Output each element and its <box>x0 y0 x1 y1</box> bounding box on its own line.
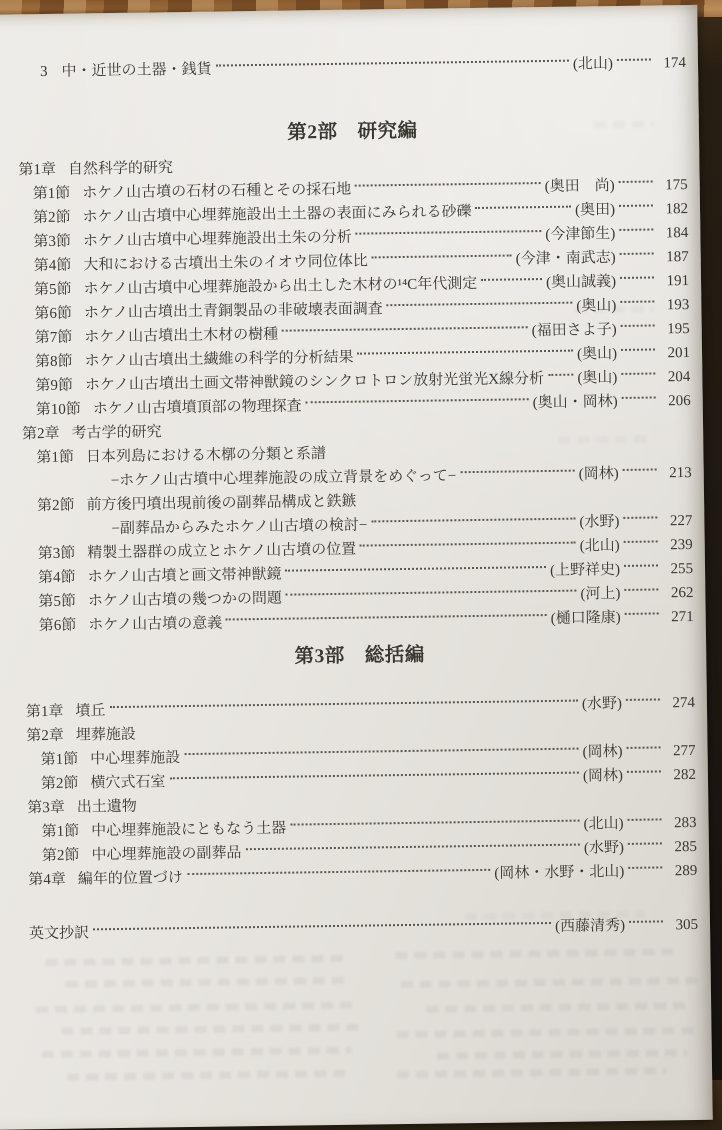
dot-leader <box>459 479 575 481</box>
entry-page: 175 <box>660 173 688 197</box>
entry-title: 横穴式石室 <box>90 770 165 795</box>
dot-leader <box>627 875 663 876</box>
entry-label: 第2節 <box>42 844 80 869</box>
entry-title: 中・近世の土器・銭貨 <box>61 58 211 84</box>
dot-leader <box>620 381 656 382</box>
dot-leader <box>626 779 662 780</box>
entry-author: (樋口隆康) <box>551 606 621 631</box>
entry-label: 第6節 <box>34 302 72 327</box>
toc-row <box>29 913 698 946</box>
dot-leader <box>620 357 656 358</box>
entry-title: ホケノ山古墳墳頂部の物理探査 <box>93 394 302 421</box>
entry-author: (水野) <box>582 692 622 717</box>
show-through-text <box>401 977 701 988</box>
entry-page: 182 <box>660 197 688 221</box>
entry-title: 日本列島における木槨の分類と系譜 <box>86 442 326 469</box>
entry-author: (福田さよ子) <box>532 318 617 343</box>
show-through-text <box>42 1047 352 1058</box>
dot-leader <box>370 527 576 530</box>
dot-leader <box>475 215 573 216</box>
entry-title: ホケノ山古墳の意義 <box>88 612 222 638</box>
entry-title: 第2部 研究編 <box>287 121 418 144</box>
entry-page: 289 <box>669 859 697 883</box>
entry-title: 中心埋葬施設の副葬品 <box>91 841 241 867</box>
entry-page: 282 <box>668 763 696 787</box>
entry-page: 271 <box>666 605 694 629</box>
dot-leader <box>215 69 570 74</box>
entry-author: (奥山) <box>576 294 616 319</box>
dot-leader <box>289 829 580 833</box>
dot-leader <box>628 929 664 930</box>
entry-label: 第3節 <box>33 230 71 255</box>
entry-title: 墳丘 <box>75 699 105 723</box>
entry-page: 283 <box>668 811 696 835</box>
entry-title: 第3部 総括編 <box>294 645 425 668</box>
entry-page: 191 <box>661 269 689 293</box>
dot-leader <box>285 575 548 579</box>
entry-author: (北山) <box>583 812 623 837</box>
entry-author: (西藤清秀) <box>555 914 625 939</box>
entry-page: 213 <box>664 461 692 485</box>
entry-title: 精製土器群の成立とホケノ山古墳の位置 <box>87 538 356 566</box>
toc-content <box>17 51 698 946</box>
entry-author: (奥山) <box>577 342 617 367</box>
entry-author: (岡林) <box>583 764 623 789</box>
dot-leader <box>245 853 581 858</box>
dot-leader <box>621 405 657 406</box>
entry-author: (上野祥史) <box>550 558 620 583</box>
entry-title: 埋葬施設 <box>76 723 136 748</box>
dot-leader <box>386 311 574 314</box>
dot-leader <box>186 878 491 882</box>
show-through-text <box>395 948 675 959</box>
entry-label: 第2節 <box>41 772 79 797</box>
entry-title: 編年的位置づけ <box>78 866 183 891</box>
dot-leader <box>305 407 530 410</box>
show-through-text <box>67 1070 347 1081</box>
dot-leader <box>618 213 654 214</box>
entry-label: 第1節 <box>40 748 78 773</box>
dot-leader <box>626 755 662 756</box>
entry-page: 305 <box>670 913 698 937</box>
entry-author: (奥山・岡林) <box>533 390 618 415</box>
entry-page: 174 <box>658 51 686 75</box>
dot-leader <box>354 191 542 194</box>
entry-author: (奥山誠義) <box>546 270 616 295</box>
dot-leader <box>624 621 660 622</box>
entry-author: (奥田) <box>575 198 615 223</box>
entry-label: 第8節 <box>35 350 73 375</box>
entry-label: 第2節 <box>33 206 71 231</box>
dot-leader <box>623 549 659 550</box>
entry-label: 第7節 <box>35 326 73 351</box>
entry-title: ホケノ山古墳中心埋葬施設出土朱の分析 <box>83 226 352 254</box>
entry-author: (水野) <box>579 510 619 535</box>
entry-title: ホケノ山古墳出土青銅製品の非破壊表面調査 <box>84 297 383 325</box>
entry-label: 第6節 <box>39 614 77 639</box>
entry-label: 第5節 <box>38 590 76 615</box>
entry-author: (岡林) <box>579 462 619 487</box>
dot-leader <box>281 335 529 338</box>
entry-title: −ホケノ山古墳中心埋葬施設の成立背景をめぐって− <box>111 464 457 493</box>
entry-title: ホケノ山古墳と画文帯神獣鏡 <box>87 563 281 590</box>
show-through-text <box>45 955 345 966</box>
dot-leader <box>627 827 663 828</box>
entry-page: 204 <box>662 365 690 389</box>
entry-author: (北山) <box>573 52 613 77</box>
toc-row <box>17 51 686 84</box>
entry-page: 255 <box>665 557 693 581</box>
dot-leader <box>357 359 575 362</box>
entry-author: (今津節生) <box>545 222 615 247</box>
dot-leader <box>225 623 547 628</box>
entry-page: 206 <box>663 389 691 413</box>
dot-leader <box>623 597 659 598</box>
entry-author: (奥山) <box>577 366 617 391</box>
entry-page: 274 <box>667 691 695 715</box>
entry-title: 自然科学的研究 <box>68 156 173 181</box>
dot-leader <box>183 757 579 763</box>
entry-title: 前方後円墳出現前後の副葬品構成と鉄鏃 <box>86 490 356 518</box>
entry-author: (岡林) <box>582 740 622 765</box>
show-through-text <box>36 1002 356 1013</box>
entry-label: 第1章 <box>18 158 56 183</box>
entry-author: (奥田 尚) <box>545 174 615 199</box>
entry-label: 第4節 <box>34 254 72 279</box>
show-through-text <box>66 977 346 988</box>
dot-leader <box>618 237 654 238</box>
dot-leader <box>169 781 580 787</box>
dot-leader <box>627 851 663 852</box>
entry-title: 大和における古墳出土朱のイオウ同位体比 <box>83 249 368 277</box>
item-number: 3 <box>40 60 48 84</box>
entry-page: 277 <box>667 739 695 763</box>
entry-label: 第5節 <box>34 278 72 303</box>
entry-author: (水野) <box>584 836 624 861</box>
dot-leader <box>371 263 513 265</box>
entry-page: 184 <box>660 221 688 245</box>
entry-title: ホケノ山古墳出土木材の樹種 <box>84 323 278 350</box>
dot-leader <box>355 239 543 242</box>
dot-leader <box>618 189 654 190</box>
entry-title: ホケノ山古墳出土繊維の科学的分析結果 <box>84 346 353 374</box>
dot-leader <box>285 599 578 603</box>
entry-title: ホケノ山古墳の石材の石種とその採石地 <box>82 178 351 206</box>
entry-label: 第2節 <box>37 494 75 519</box>
show-through-text <box>437 1049 687 1059</box>
entry-page: 239 <box>665 533 693 557</box>
entry-label: 第10節 <box>36 398 81 423</box>
dot-leader <box>622 477 658 478</box>
entry-page: 187 <box>661 245 689 269</box>
entry-label: 第1節 <box>41 820 79 845</box>
entry-page: 227 <box>664 509 692 533</box>
entry-title: ホケノ山古墳の幾つかの問題 <box>88 587 282 614</box>
entry-page: 201 <box>662 341 690 365</box>
entry-label: 第3章 <box>27 796 65 821</box>
entry-label: 第2章 <box>22 422 60 447</box>
show-through-text <box>396 1027 696 1038</box>
entry-label: 第1節 <box>36 446 74 471</box>
entry-title: 出土遺物 <box>77 795 137 820</box>
show-through-text <box>61 1024 361 1035</box>
entry-author: (岡林・水野・北山) <box>494 860 624 886</box>
dot-leader <box>623 573 659 574</box>
entry-title: 英文抄訳 <box>29 921 89 946</box>
entry-label: 第1節 <box>33 182 71 207</box>
dot-leader <box>620 333 656 334</box>
dot-leader <box>622 525 658 526</box>
dot-leader <box>625 707 661 708</box>
entry-title: ホケノ山古墳中心埋葬施設出土土器の表面にみられる砂礫 <box>82 200 471 229</box>
toc-row <box>25 637 694 676</box>
entry-label: 第4節 <box>38 566 76 591</box>
entry-label: 第1章 <box>26 700 64 725</box>
entry-title: 中心埋葬施設 <box>90 746 180 771</box>
entry-title: ホケノ山古墳中心埋葬施設から出土した木材の¹⁴C年代測定 <box>83 272 477 301</box>
show-through-text <box>397 1067 667 1078</box>
dot-leader <box>92 931 552 937</box>
entry-label: 第4章 <box>28 868 66 893</box>
book-page <box>0 5 713 1130</box>
dot-leader <box>619 261 655 262</box>
entry-title: 中心埋葬施設にともなう土器 <box>91 817 286 844</box>
dot-leader <box>619 285 655 286</box>
show-through-text <box>426 1002 686 1013</box>
dot-leader <box>109 709 579 716</box>
entry-label: 第2章 <box>26 724 64 749</box>
dot-leader <box>359 551 577 554</box>
dot-leader <box>480 287 543 288</box>
dot-leader <box>619 309 655 310</box>
toc-row <box>18 113 687 152</box>
entry-page: 262 <box>665 581 693 605</box>
entry-author: (今津・南武志) <box>516 246 616 271</box>
entry-title: 考古学的研究 <box>71 420 161 445</box>
entry-title: ホケノ山古墳出土画文帯神獣鏡のシンクロトロン放射光蛍光X線分析 <box>85 367 544 397</box>
entry-page: 195 <box>662 317 690 341</box>
entry-page: 285 <box>669 835 697 859</box>
entry-author: (河上) <box>580 582 620 607</box>
entry-label: 第9節 <box>35 374 73 399</box>
entry-author: (北山) <box>580 534 620 559</box>
dot-leader <box>616 67 652 68</box>
entry-title: −副葬品からみたホケノ山古墳の検討− <box>111 514 367 542</box>
entry-label: 第3節 <box>38 542 76 567</box>
entry-page: 193 <box>661 293 689 317</box>
